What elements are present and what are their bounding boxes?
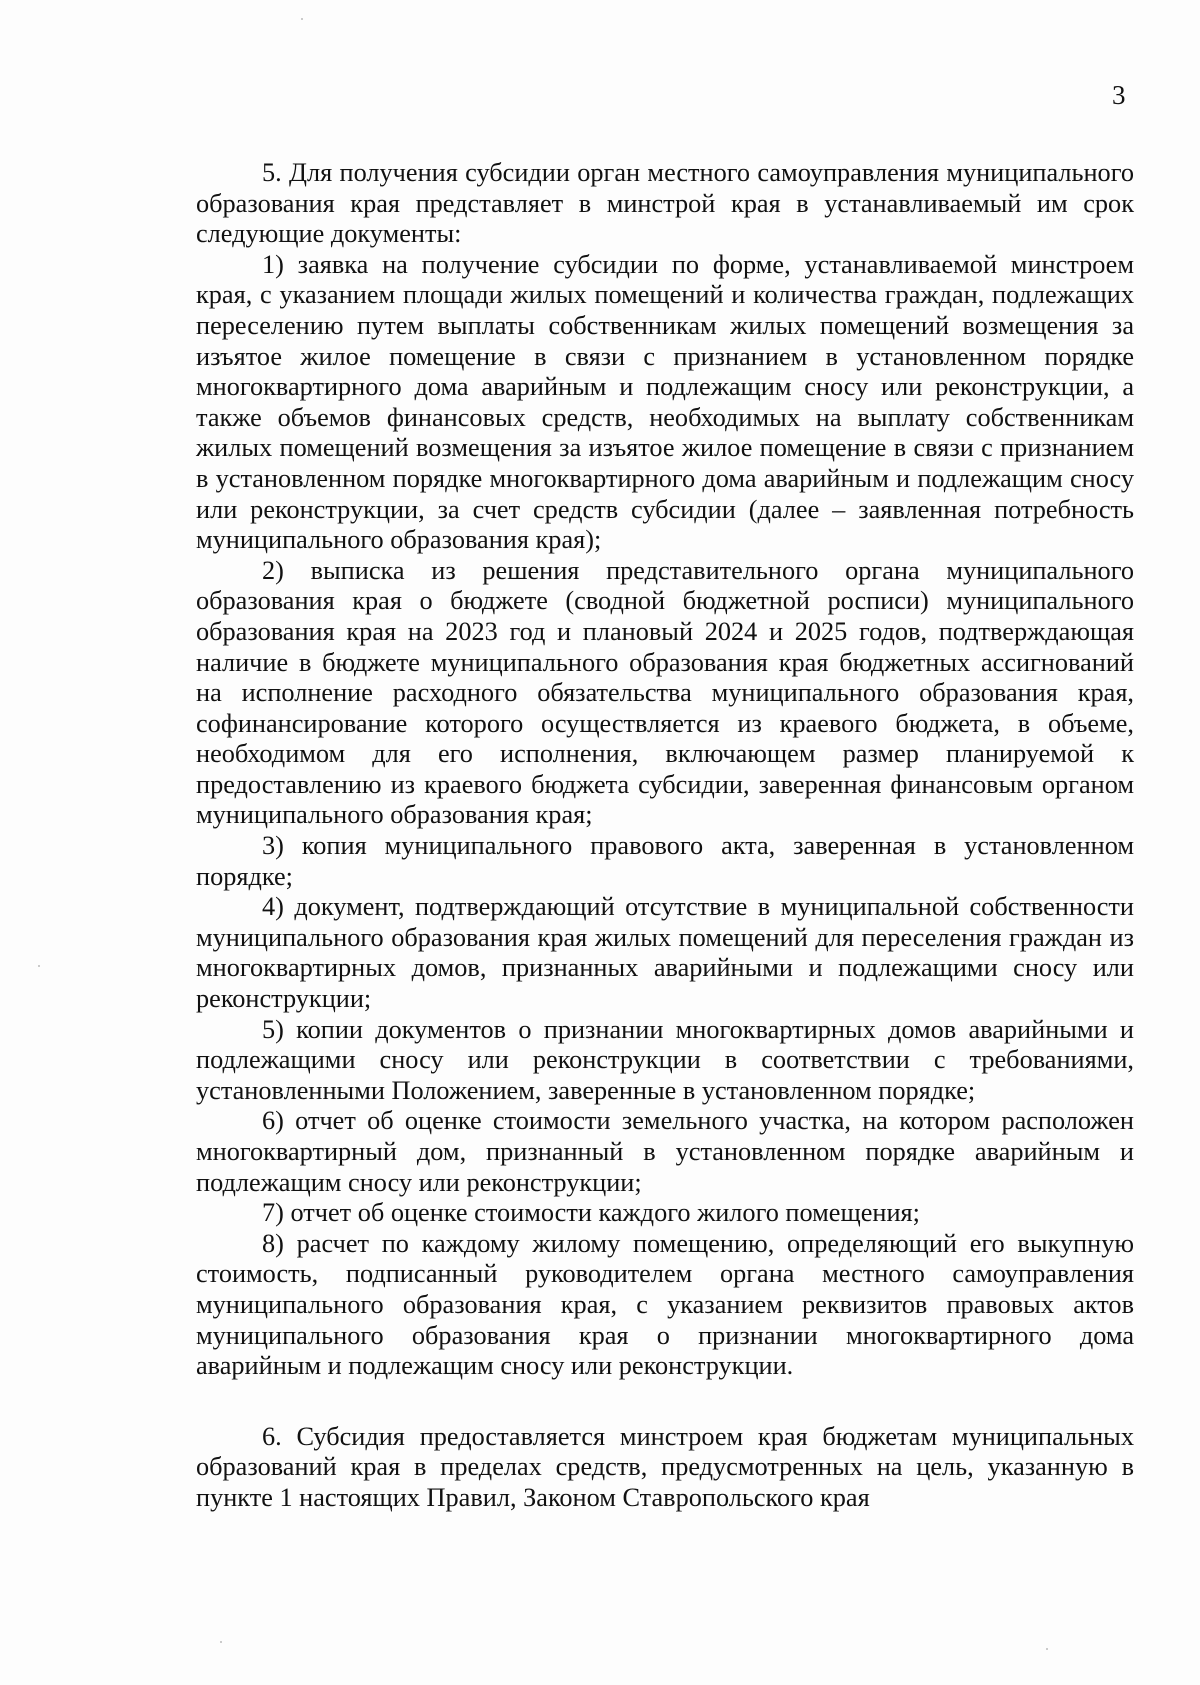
page-number: 3 [1112, 80, 1126, 110]
list-item-1: 1) заявка на получение субсидии по форме, устанавливаемой минстроем края, с указанием площади жилых помещений и количества граждан, подлежащих переселению путем выплаты собственникам жилых помещений возмещения за изъятое жилое помещение в связи с признанием в установленном порядке многоквартирного дома аварийным и подлежащим сносу или реконструкции, а также объемов финансовых средств, необходимых на выплату собственникам жилых помещений возмещения за изъятое жилое помещение в связи с признанием в установленном порядке многоквартирного дома аварийным и подлежащим сносу или реконструкции, за счет средств субсидии (далее – заявленная потребность муниципального образования края); [196, 249, 1134, 555]
scan-speck [1046, 1648, 1048, 1650]
list-item-8: 8) расчет по каждому жилому помещению, определяющий его выкупную стоимость, подписанный руководителем органа местного самоуправления муниципального образования края, с указанием реквизитов правовых актов муниципального образования края о признании многоквартирного дома аварийным и подлежащим сносу или реконструкции. [196, 1228, 1134, 1381]
list-item-7: 7) отчет об оценке стоимости каждого жилого помещения; [262, 1198, 920, 1228]
list-item-5: 5) копии документов о признании многоквартирных домов аварийными и подлежащими сносу или реконструкции в соответствии с требованиями, установленными Положением, заверенные в установленном порядке; [196, 1014, 1134, 1105]
list-item-4: 4) документ, подтверждающий отсутствие в муниципальной собственности муниципального образования края жилых помещений для переселения граждан из многоквартирных домов, признанных аварийными и подлежащими сносу или реконструкции; [196, 892, 1134, 1014]
scan-speck [220, 1641, 222, 1643]
paragraph-6: 6. Субсидия предоставляется минстроем края бюджетам муниципальных образований края в пределах средств, предусмотренных на цель, указанную в пункте 1 настоящих Правил, Законом Ставропольского края [196, 1421, 1134, 1512]
list-item-6: 6) отчет об оценке стоимости земельного участка, на котором расположен многоквартирный дом, признанный в установленном порядке аварийным и подлежащим сносу или реконструкции; [196, 1106, 1134, 1197]
list-item-3: 3) копия муниципального правового акта, заверенная в установленном порядке; [196, 831, 1134, 891]
scan-speck [38, 965, 40, 967]
list-item-2: 2) выписка из решения представительного органа муниципального образования края о бюджете (сводной бюджетной росписи) муниципального образования края на 2023 год и плановый 2024 и 2025 годов, подтверждающая наличие в бюджете муниципального образования края бюджетных ассигнований на исполнение расходного обязательства муниципального образования края, софинансирование которого осуществляется из краевого бюджета, в объеме, необходимом для его исполнения, включающем размер планируемой к предоставлению из краевого бюджета субсидии, заверенная финансовым органом муниципального образования края; [196, 555, 1134, 830]
scan-speck [301, 18, 303, 20]
paragraph-gap [196, 1382, 1134, 1422]
document-body [196, 158, 1134, 1514]
paragraph-5-intro: 5. Для получения субсидии орган местного самоуправления муниципального образования края представляет в минстрой края в устанавливаемый им срок следующие документы: [196, 158, 1134, 249]
